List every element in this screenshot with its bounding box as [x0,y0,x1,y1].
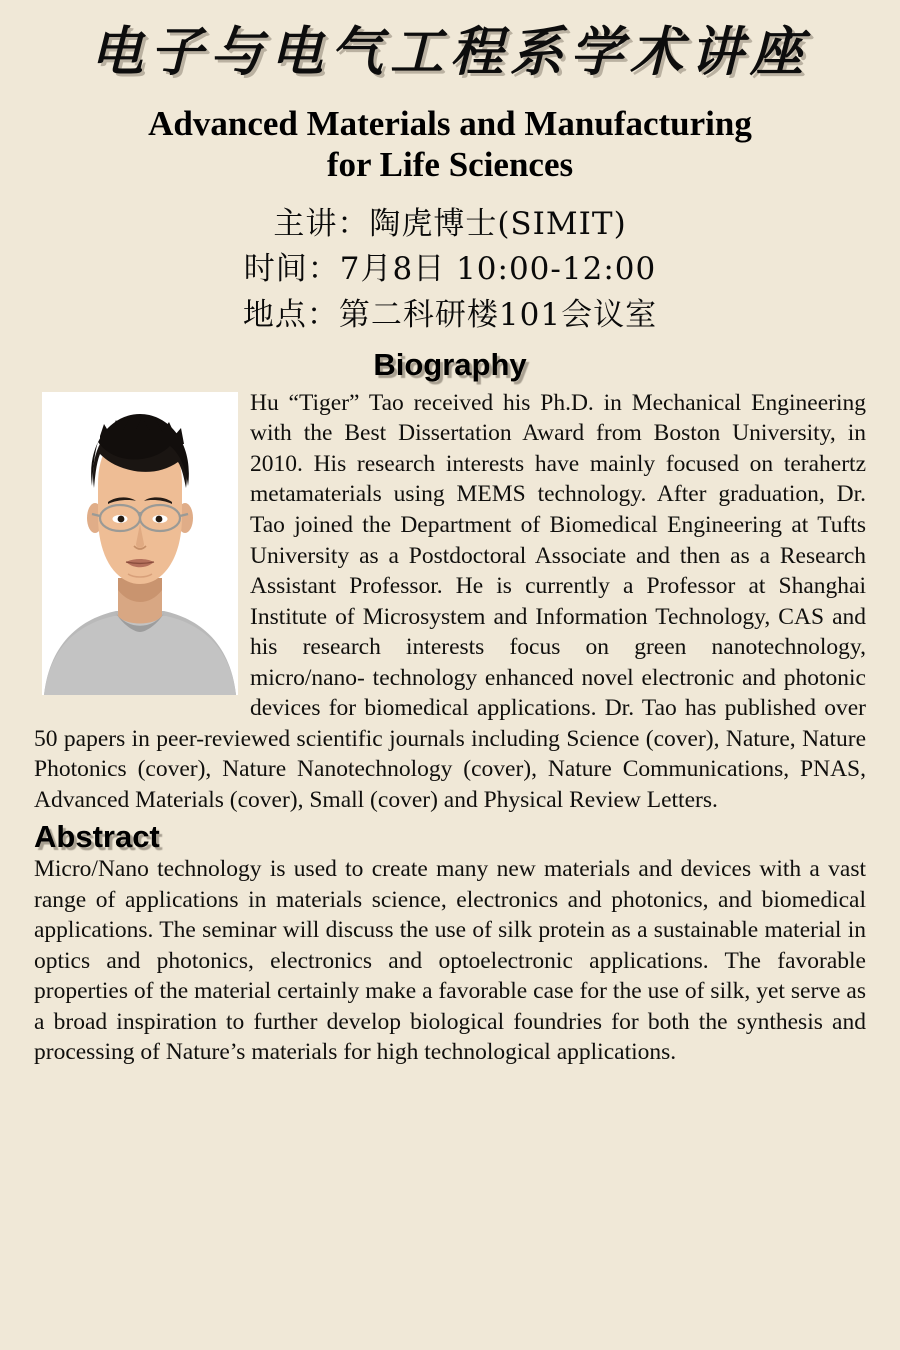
abstract-text: Micro/Nano technology is used to create many new materials and devices with a vast range of applications in materials science, electronics and photonics, and biomedical applications. The seminar will discuss the use of silk protein as a sustainable material in optics and photonics, electronics and optoelectronic applications. The favorable properties of the material certainly make a favorable case for the use of silk, yet serve as a broad inspiration to further develop biological foundries for both the synthesis and processing of Nature’s materials for high technological applications. [34,855,866,1066]
location-line: 地点：第二科研楼101会议室 [242,297,658,334]
portrait-illustration [42,392,238,695]
english-title-line-2: for Life Sciences [326,145,574,185]
english-title-line-1: Advanced Materials and Manufacturing [148,104,752,143]
event-details [34,202,866,340]
biography-heading: Biography [373,347,527,383]
speaker-line: 主讲：陶虎博士(SIMIT) [273,205,627,242]
biography-text: Hu “Tiger” Tao received his Ph.D. in Mechanical Engineering with the Best Dissertation Award from Boston University, in 2010. His research interests have mainly focused on terahertz metamaterials using MEMS technology. After graduation, Dr. Tao joined the Department of Biomedical Engineering at Tufts University as a Postdoctoral Associate and then as a Research Assistant Professor. He is currently a Professor at Shanghai Institute of Microsystem and Information Technology, CAS and his research interests focus on green nanotechnology, micro/nano- technology enhanced novel electronic and photonic devices for biomedical applications. Dr. Tao has published over 50 papers in peer-reviewed scientific journals including Science (cover), Nature, Nature Photonics (cover), Nature Nanotechnology (cover), Nature Communications, PNAS, Advanced Materials (cover), Small (cover) and Physical Review Letters. [34,389,866,813]
chinese-department-title: 电子与电气工程系学术讲座 [90,21,810,83]
abstract-section [34,821,866,1067]
english-seminar-title [34,103,866,186]
biography-section [34,388,866,816]
abstract-heading: Abstract [34,819,160,855]
speaker-portrait-photo [42,392,238,695]
time-line: 时间：7月8日 10:00-12:00 [243,251,657,288]
